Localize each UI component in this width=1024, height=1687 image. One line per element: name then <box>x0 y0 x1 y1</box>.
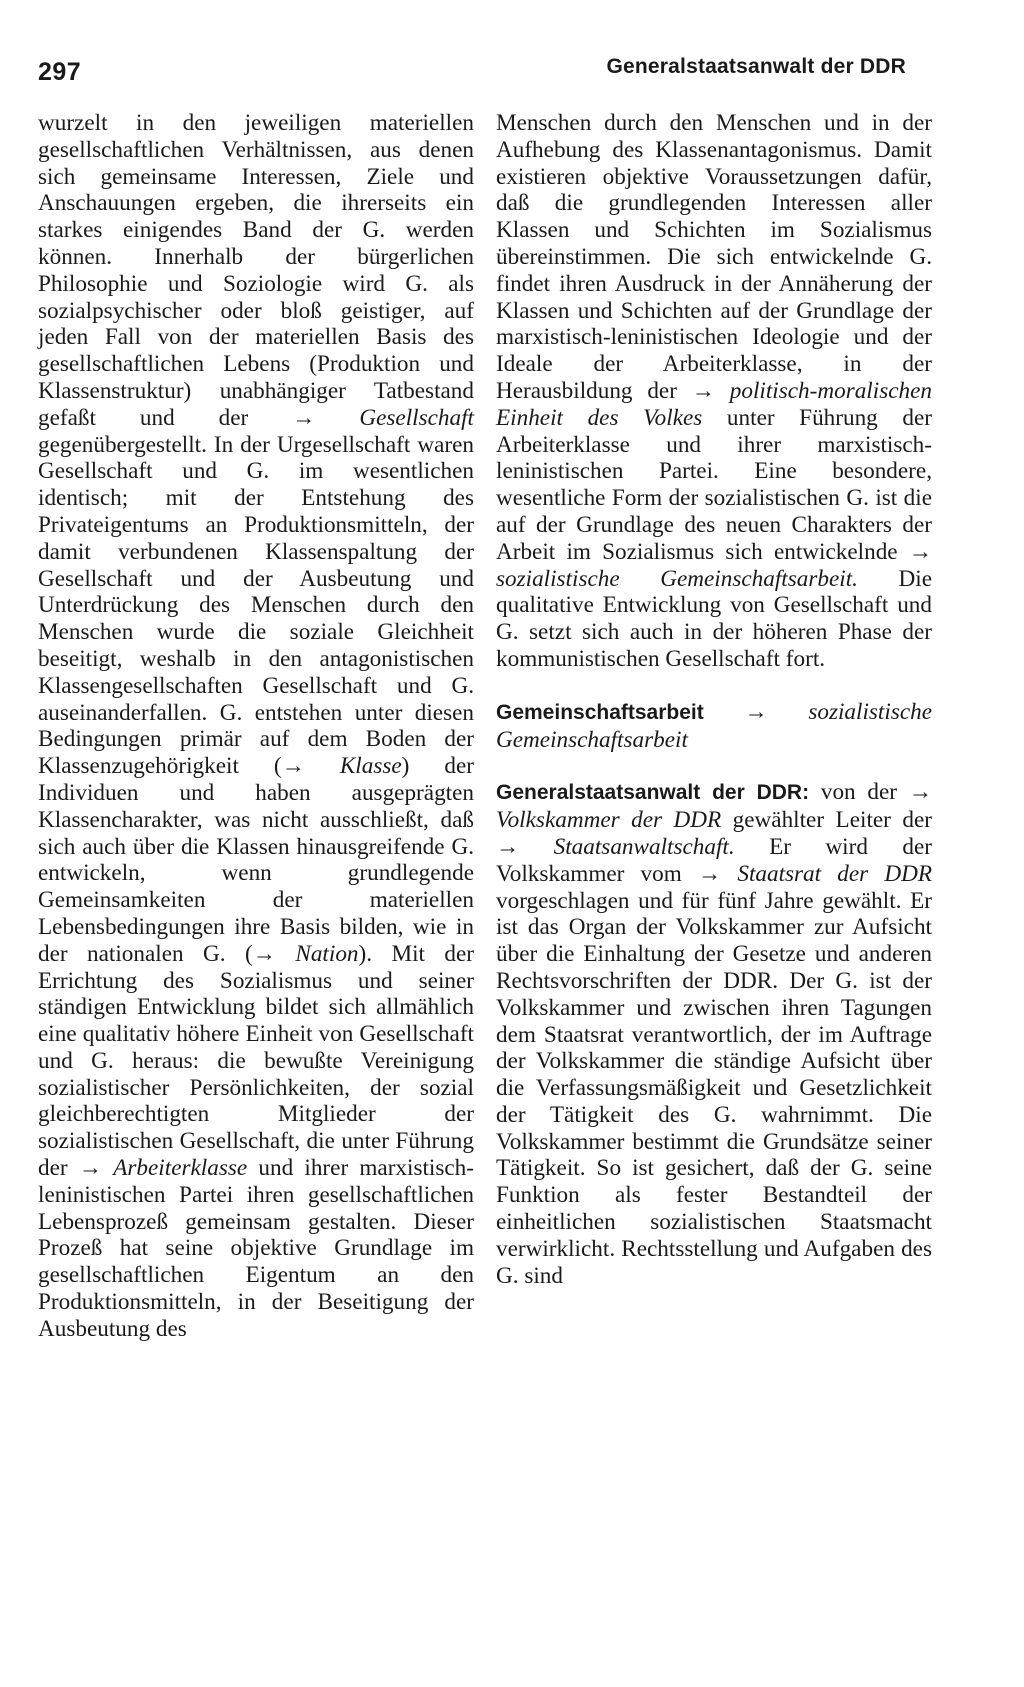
text-run: gegenübergestellt. In der Urgesellschaft waren Gesellschaft und G. im wesentlichen identisch; mit der Entstehung des Privateigentums an Produktionsmitteln, der damit verbundenen Klassenspaltung der Gesellschaft und der Ausbeutung und Unterdrückung des Menschen durch den Menschen wurde die soziale Gleichheit beseitigt, weshalb in den antagonistischen Klassengesellschaften Gesellschaft und G. auseinanderfallen. G. entstehen unter diesen Bedingungen primär auf dem Boden der Klassenzugehörigkeit ( <box>38 431 474 780</box>
cross-reference-gemeinschaftsarbeit: sozialistische Gemeinschaftsarbeit. <box>496 565 858 592</box>
arrow-icon: → <box>496 833 520 860</box>
arrow-icon: → <box>281 753 305 780</box>
entry-spacer <box>496 753 932 779</box>
arrow-icon: → <box>78 1155 103 1182</box>
text-run: ) der Individuen und haben ausgeprägten Klassencharakter, was nicht ausschließt, daß sich auch über die Klassen hinausgreifende G. entwickeln, wenn grundlegende Gemeinsamkeiten der materiellen Lebensbedingungen ihre Basis bilden, wie in der nationalen G. ( <box>38 753 474 967</box>
arrow-icon: → <box>691 377 715 404</box>
entry-generalstaatsanwalt <box>496 779 932 1289</box>
running-head: Generalstaatsanwalt der DDR <box>606 55 906 78</box>
cross-reference-gesellschaft: Gesellschaft <box>359 404 474 431</box>
text-run: Er wird der Volkskammer vom <box>496 833 932 887</box>
page-number: 297 <box>38 58 82 86</box>
left-column <box>38 110 474 1343</box>
entry-text-gemeinschaft-continued <box>38 110 474 1343</box>
arrow-icon: → <box>697 860 722 887</box>
cross-reference-staatsrat: Staatsrat der DDR <box>737 860 933 887</box>
arrow-icon: → <box>908 779 932 806</box>
right-column <box>496 110 932 1289</box>
entry-spacer <box>496 673 932 699</box>
cross-reference-nation: Nation <box>295 940 359 967</box>
cross-reference-einheit-des-volkes: politisch-moralischen Einheit des Volkes <box>496 377 932 431</box>
cross-reference-staatsanwaltschaft: Staatsanwaltschaft. <box>553 833 735 860</box>
text-run: Die qualitative Entwicklung von Gesellschaft und G. setzt sich auch in der höheren Phase der kommunistischen Gesellschaft fort. <box>496 565 932 672</box>
arrow-icon: → <box>908 538 932 565</box>
entry-gemeinschaftsarbeit <box>496 699 932 754</box>
text-run: wurzelt in den jeweiligen materiellen gesellschaftlichen Verhältnissen, aus denen sich gemeinsame Interessen, Ziele und Anschauungen ergeben, die ihrerseits ein starkes einigendes Band der G. werden können. Innerhalb der bürgerlichen Philosophie und Soziologie wird G. als sozialpsychischer oder bloß geistiger, auf jeden Fall von der materiellen Basis des gesellschaftlichen Lebens (Produktion und Klassenstruktur) unabhängiger Tatbestand gefaßt und der <box>38 110 474 431</box>
text-run: gewählter Leiter der <box>721 807 932 834</box>
arrow-icon: → <box>252 940 276 967</box>
entry-headword-gemeinschaftsarbeit: Gemeinschaftsarbeit <box>496 700 704 724</box>
text-run: ). Mit der Errichtung des Sozialismus und seiner ständigen Entwicklung bildet sich allmählich eine qualitativ höhere Einheit von Gesellschaft und G. heraus: die bewußte Vereinigung sozialistischer Persönlichkeiten, der sozial gleichberechtigten Mitglieder der sozialistischen Gesellschaft, die unter Führung der <box>38 940 475 1182</box>
text-run: unter Führung der Arbeiterklasse und ihrer marxistisch-leninistischen Partei. Eine besondere, wesentliche Form der sozialistischen G. ist die auf der Grundlage des neuen Charakters der Arbeit im Sozialismus sich entwickelnde <box>496 404 932 565</box>
cross-reference-volkskammer: Volkskammer der DDR <box>496 807 722 834</box>
text-run: Menschen durch den Menschen und in der Aufhebung des Klassenantagonismus. Damit existieren objektive Voraussetzungen dafür, daß die grundlegenden Interessen aller Klassen und Schichten im Sozialismus übereinstimmen. Die sich entwickelnde G. findet ihren Ausdruck in der Annäherung der Klassen und Schichten auf der Grundlage der marxistisch-leninistischen Ideologie und der Ideale der Arbeiterklasse, in der Herausbildung der <box>496 110 932 404</box>
cross-reference-klasse: Klasse <box>339 753 402 780</box>
arrow-icon: → <box>292 404 316 431</box>
cross-reference-sozialistische-gemeinschaftsarbeit: sozialistische Gemeinschaftsarbeit <box>496 698 933 753</box>
text-run: und ihrer marxistisch-leninistischen Partei ihren gesellschaftlichen Lebensprozeß gemeinsam gestalten. Dieser Prozeß hat seine objektive Grundlage im gesellschaftlichen Eigentum an den Produktionsmitteln, in der Beseitigung der Ausbeutung des <box>38 1155 475 1342</box>
entry-text-gemeinschaft-end <box>496 110 932 673</box>
entry-headword-generalstaatsanwalt: Generalstaatsanwalt der DDR: <box>496 781 810 805</box>
text-run: von der <box>809 779 909 806</box>
arrow-icon: → <box>744 698 768 725</box>
cross-reference-arbeiterklasse: Arbeiterklasse <box>113 1155 248 1182</box>
text-run: vorgeschlagen und für fünf Jahre gewählt. Er ist das Organ der Volkskammer zur Aufsicht über die Einhaltung der Gesetze und anderen Rechtsvorschriften der DDR. Der G. ist der Volkskammer und zwischen ihren Tagungen dem Staatsrat verantwortlich, der im Auftrage der Volkskammer die ständige Aufsicht über die Verfassungsmäßigkeit und Gesetzlichkeit der Tätigkeit des G. wahrnimmt. Die Volkskammer bestimmt die Grundsätze seiner Tätigkeit. So ist gesichert, daß der G. seine Funktion als fester Bestandteil der einheitlichen sozialistischen Staatsmacht verwirklicht. Rechtsstellung und Aufgaben des G. sind <box>496 887 932 1289</box>
